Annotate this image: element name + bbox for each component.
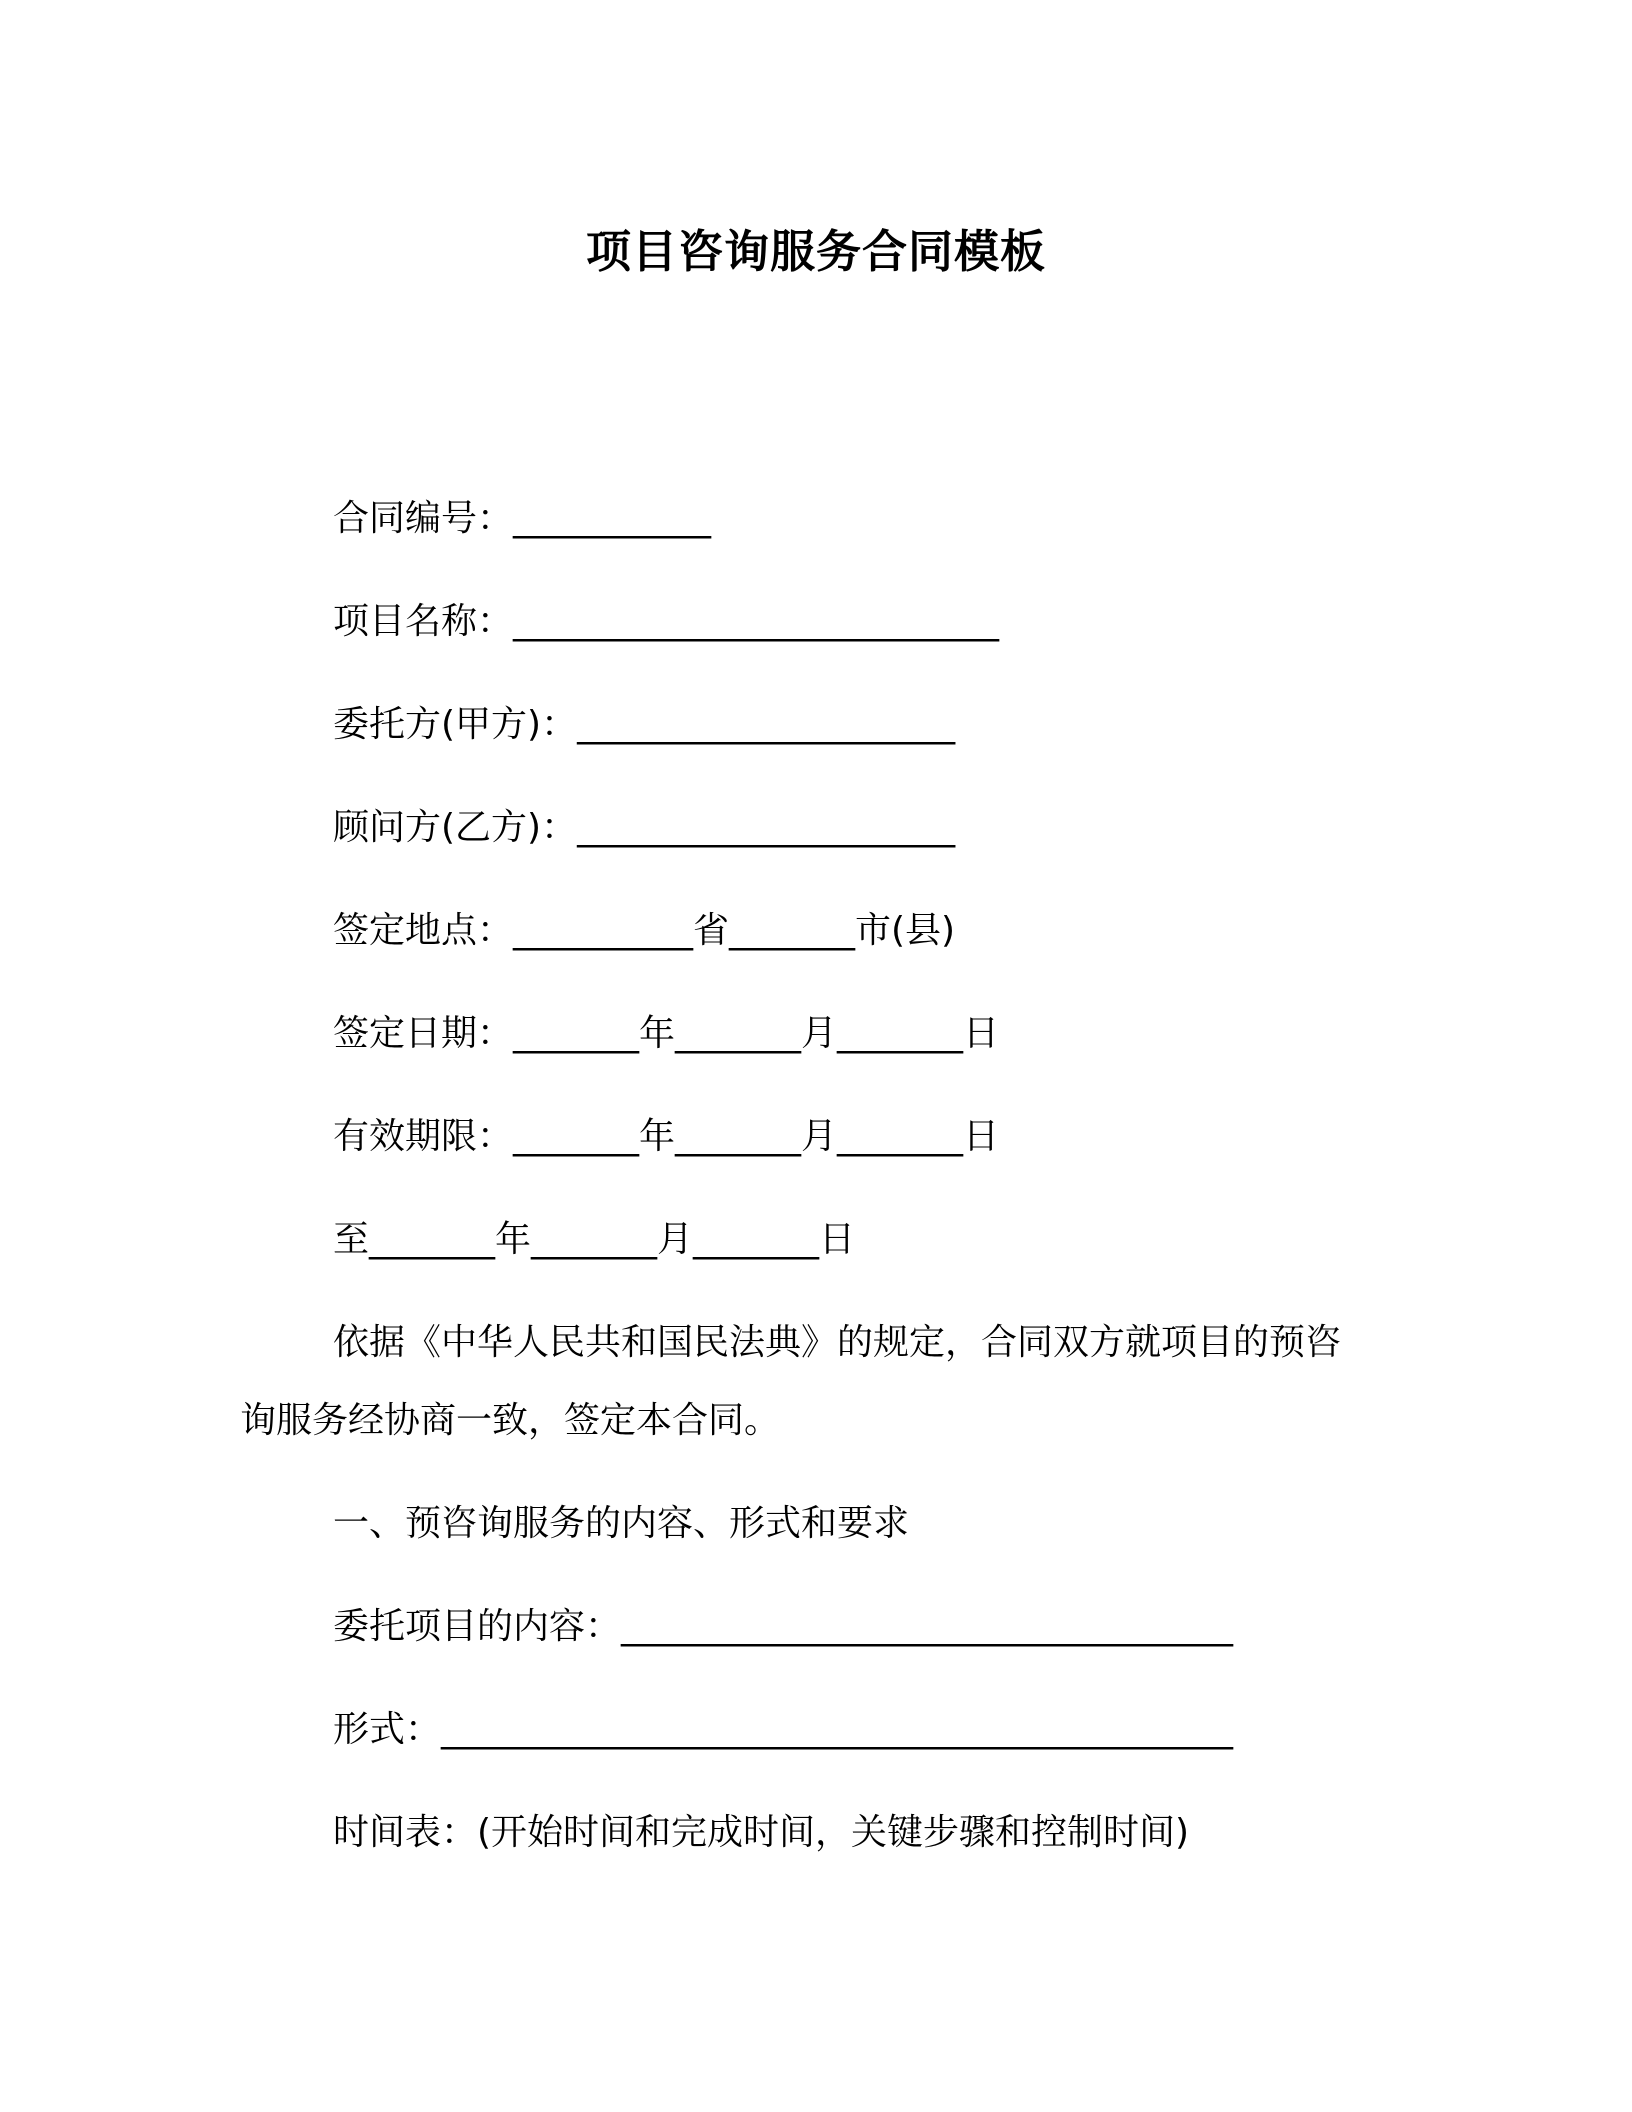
- signing-location-field: 签定地点：__________省_______市(县): [333, 910, 956, 951]
- contract-number-field: 合同编号：___________: [333, 498, 712, 539]
- signing-date-field: 签定日期：_______年_______月_______日: [333, 1013, 1000, 1054]
- schedule-field: 时间表：(开始时间和完成时间，关键步骤和控制时间): [333, 1812, 1190, 1853]
- project-name-field: 项目名称：___________________________: [333, 601, 1000, 642]
- validity-end-field: 至_______年_______月_______日: [333, 1219, 855, 1260]
- consultant-party-b-field: 顾问方(乙方)：_____________________: [333, 807, 956, 848]
- service-form-field: 形式：____________________________________________: [333, 1709, 1234, 1750]
- commission-content-field: 委托项目的内容：__________________________________: [333, 1606, 1234, 1647]
- client-party-a-field: 委托方(甲方)：_____________________: [333, 704, 956, 745]
- section-1-heading: 一、预咨询服务的内容、形式和要求: [333, 1503, 910, 1544]
- validity-start-field: 有效期限：_______年_______月_______日: [333, 1116, 1000, 1157]
- intro-paragraph-line-2: 询服务经协商一致，签定本合同。: [240, 1400, 781, 1441]
- document-title: 项目咨询服务合同模板: [585, 225, 1046, 278]
- intro-paragraph-line-1: 依据《中华人民共和国民法典》的规定，合同双方就项目的预咨: [333, 1322, 1342, 1363]
